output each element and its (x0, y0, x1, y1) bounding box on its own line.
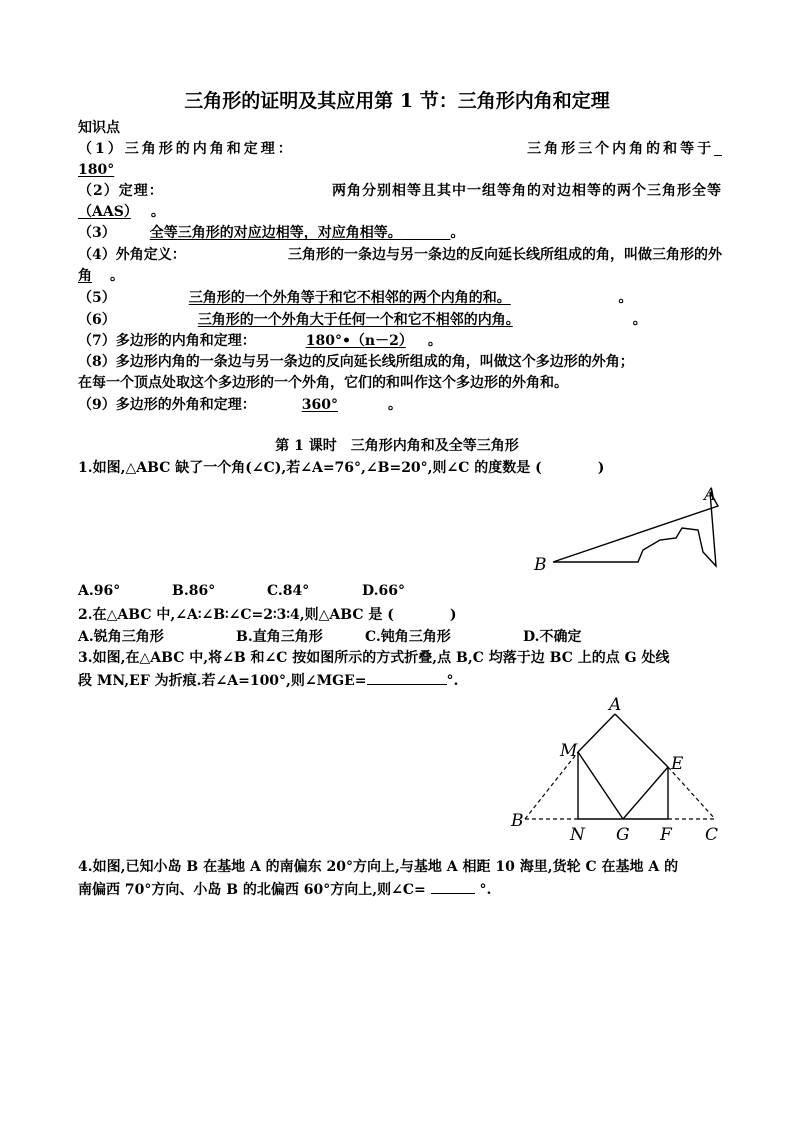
q1-label-a: A (704, 485, 717, 505)
q4-line2 (78, 878, 722, 900)
knowledge-1-answer-a-text: 三角形三个内角的和等于 (527, 141, 715, 157)
q1-stem: 1.如图,△ABC 缺了一个角(∠C),若∠A=76°,∠B=20°,则∠C 的度数是 ( ) (78, 460, 605, 476)
knowledge-1-answer-a (401, 139, 722, 159)
knowledge-7-prefix: （7）多边形的内角和定理： (78, 333, 256, 349)
knowledge-4-prefix: （4）外角定义： (78, 247, 186, 263)
knowledge-3-answer-text: 全等三角形的对应边相等，对应角相等。 (149, 225, 402, 241)
q2-option-b[interactable]: B.直角三角形 (236, 629, 323, 645)
knowledge-9-answer (256, 397, 388, 413)
q3-label-n: N (570, 825, 585, 845)
knowledge-5-answer-text: 三角形的一个外角等于和它不相邻的两个内角的和。 (188, 290, 511, 306)
q1-label-b: B (534, 555, 547, 574)
q3-line2-text: 段 MN,EF 为折痕.若∠A=100°,则∠MGE= (78, 673, 367, 689)
knowledge-4-line2 (78, 266, 722, 286)
q4-answer-blank[interactable] (431, 878, 475, 894)
knowledge-heading: 知识点 (78, 120, 120, 136)
knowledge-9-end: 。 (387, 397, 402, 413)
q1-option-b[interactable]: B.86° (172, 583, 216, 599)
knowledge-9 (78, 395, 722, 415)
knowledge-3-prefix: （3） (78, 225, 116, 241)
q3-label-c: C (705, 825, 719, 845)
knowledge-1-line1 (78, 139, 722, 159)
knowledge-2-answer-b: （AAS） (78, 204, 131, 220)
knowledge-4-line1 (78, 245, 722, 265)
knowledge-7 (78, 331, 722, 351)
knowledge-1-prefix: （1）三角形的内角和定理： (78, 141, 295, 157)
q3-label-b: B (511, 811, 524, 831)
q3-line2 (78, 669, 722, 691)
knowledge-4-answer-b-text: 角 (78, 268, 92, 284)
q1-option-a[interactable]: A.96° (78, 583, 121, 599)
q2-stem: 2.在△ABC 中,∠A∶∠B∶∠C=2∶3∶4,则△ABC 是 ( ) (78, 607, 457, 623)
q3-figure (505, 692, 730, 847)
q3-line2-end: °. (446, 673, 459, 689)
knowledge-6-end: 。 (632, 312, 647, 328)
knowledge-4-end: 。 (110, 268, 124, 284)
q3-label-f: F (660, 825, 672, 845)
knowledge-7-answer (256, 333, 428, 349)
q1-broken-triangle (553, 492, 718, 566)
q1-figure (530, 482, 730, 574)
knowledge-5-answer (116, 290, 609, 306)
q1-option-c[interactable]: C.84° (267, 583, 310, 599)
knowledge-3 (78, 223, 722, 243)
knowledge-4-answer-a (280, 245, 722, 265)
knowledge-9-answer-text: 360° (301, 397, 338, 413)
knowledge-4-answer-a-text: 三角形的一条边与另一条边的反向延长线所组成的角，叫做三角形的外 (288, 247, 722, 263)
knowledge-9-prefix: （9）多边形的外角和定理： (78, 397, 256, 413)
knowledge-2-answer-a-text: 两角分别相等且其中一组等角的对边相等的两个三角形全等 (332, 183, 722, 199)
knowledge-6-answer (116, 312, 633, 328)
q3-seg-ae (615, 714, 668, 767)
q2-option-d[interactable]: D.不确定 (523, 629, 582, 645)
q3-dash-ec (668, 767, 715, 819)
knowledge-1-answer-b: 180° (78, 162, 115, 178)
knowledge-2-line1 (78, 181, 722, 201)
knowledge-1-line2 (78, 160, 722, 180)
knowledge-3-end: 。 (450, 225, 465, 241)
knowledge-2-end: 。 (150, 204, 165, 220)
q4-line1: 4.如图,已知小岛 B 在基地 A 的南偏东 20°方向上,与基地 A 相距 10 海里,货轮 C 在基地 A 的 (78, 859, 679, 875)
knowledge-7-answer-text: 180°•（n－2） (305, 333, 406, 349)
knowledge-8-line1: （8）多边形内角的一条边与另一条边的反向延长线所组成的角，叫做这个多边形的外角； (78, 354, 634, 370)
knowledge-2-prefix: （2）定理： (78, 183, 164, 199)
knowledge-3-answer (116, 225, 451, 241)
knowledge-8-line2: 在每一个顶点处取这个多边形的一个外角，它们的和叫作这个多边形的外角和。 (78, 375, 568, 391)
knowledge-2-line2 (78, 202, 722, 222)
knowledge-7-end: 。 (427, 333, 442, 349)
q4-line2-text: 南偏西 70°方向、小岛 B 的北偏西 60°方向上,则∠C= (78, 882, 426, 898)
q3-line1: 3.如图,在△ABC 中,将∠B 和∠C 按如图所示的方式折叠,点 B,C 均落于边 BC 上的点 G 处线 (78, 650, 670, 666)
q3-label-e: E (671, 754, 684, 774)
q3-label-a: A (609, 695, 622, 715)
q2-option-a[interactable]: A.锐角三角形 (78, 629, 164, 645)
knowledge-6 (78, 310, 722, 330)
knowledge-2-answer-a (288, 181, 722, 201)
q3-label-g: G (616, 825, 630, 845)
knowledge-6-answer-text: 三角形的一个外角大于任何一个和它不相邻的内角。 (197, 312, 513, 328)
q2-option-c[interactable]: C.钝角三角形 (365, 629, 451, 645)
knowledge-4-answer-b (78, 268, 110, 284)
page-title: 三角形的证明及其应用第 1 节：三角形内角和定理 (184, 90, 610, 112)
knowledge-5 (78, 288, 722, 308)
q3-label-m: M (560, 741, 578, 761)
q3-seg-am (578, 714, 615, 752)
q3-answer-blank[interactable] (367, 669, 447, 685)
knowledge-5-prefix: （5） (78, 290, 116, 306)
q3-dash-bm (525, 752, 578, 819)
lesson-heading: 第 1 课时 三角形内角和及全等三角形 (275, 438, 519, 454)
q3-seg-mg (578, 752, 623, 819)
q3-seg-eg (623, 767, 668, 819)
q1-option-d[interactable]: D.66° (362, 583, 405, 599)
knowledge-6-prefix: （6） (78, 312, 116, 328)
knowledge-5-end: 。 (618, 290, 633, 306)
q4-line2-end: °. (479, 882, 492, 898)
